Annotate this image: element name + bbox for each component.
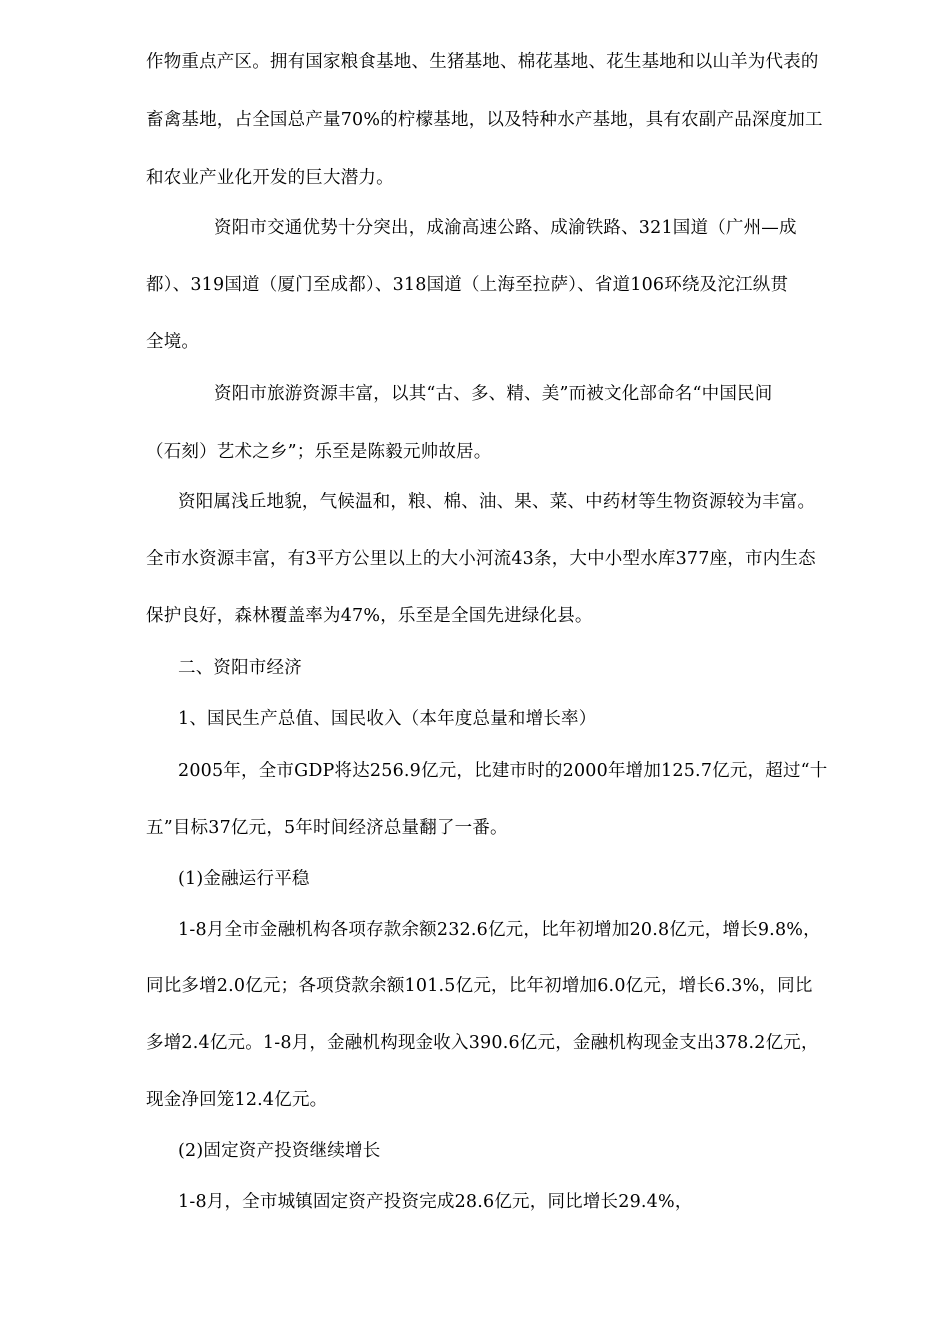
text-line: 和农业产业化开发的巨大潜力。 [146,168,394,188]
section-heading: 二、资阳市经济 [178,658,302,678]
paragraph-start-line: 1-8月，全市城镇固定资产投资完成28.6亿元，同比增长29.4%， [178,1192,693,1212]
subsection-heading: (1)金融运行平稳 [178,869,310,889]
text-line: 都）、319国道（厦门至成都）、318国道（上海至拉萨）、省道106环绕及沱江纵贯 [146,275,789,295]
text-line: 保护良好，森林覆盖率为47%，乐至是全国先进绿化县。 [146,606,593,626]
text-line: 全境。 [146,332,200,352]
paragraph-start-line: 1-8月全市金融机构各项存款余额232.6亿元，比年初增加20.8亿元，增长9.8%， [178,920,821,940]
paragraph-start-line: 资阳属浅丘地貌，气候温和，粮、棉、油、果、菜、中药材等生物资源较为丰富。 [178,492,816,512]
paragraph-start-line: 2005年，全市GDP将达256.9亿元，比建市时的2000年增加125.7亿元，超过“十 [178,761,828,781]
subsection-heading: 1、国民生产总值、国民收入（本年度总量和增长率） [178,709,597,729]
text-line: （石刻）艺术之乡”；乐至是陈毅元帅故居。 [146,442,492,462]
paragraph-start-line: 资阳市旅游资源丰富，以其“古、多、精、美”而被文化部命名“中国民间 [214,384,773,404]
text-line: 作物重点产区。拥有国家粮食基地、生猪基地、棉花基地、花生基地和以山羊为代表的 [146,52,819,72]
text-line: 五”目标37亿元，5年时间经济总量翻了一番。 [146,818,508,838]
text-line: 同比多增2.0亿元；各项贷款余额101.5亿元，比年初增加6.0亿元，增长6.3%，同比 [146,976,813,996]
subsection-heading: (2)固定资产投资继续增长 [178,1141,381,1161]
text-line: 全市水资源丰富，有3平方公里以上的大小河流43条，大中小型水库377座，市内生态 [146,549,816,569]
text-line: 畜禽基地，占全国总产量70%的柠檬基地，以及特种水产基地，具有农副产品深度加工 [146,110,823,130]
text-line: 多增2.4亿元。1-8月，金融机构现金收入390.6亿元，金融机构现金支出378.2亿元， [146,1033,819,1053]
paragraph-start-line: 资阳市交通优势十分突出，成渝高速公路、成渝铁路、321国道（广州—成 [214,218,797,238]
text-line: 现金净回笼12.4亿元。 [146,1090,328,1110]
